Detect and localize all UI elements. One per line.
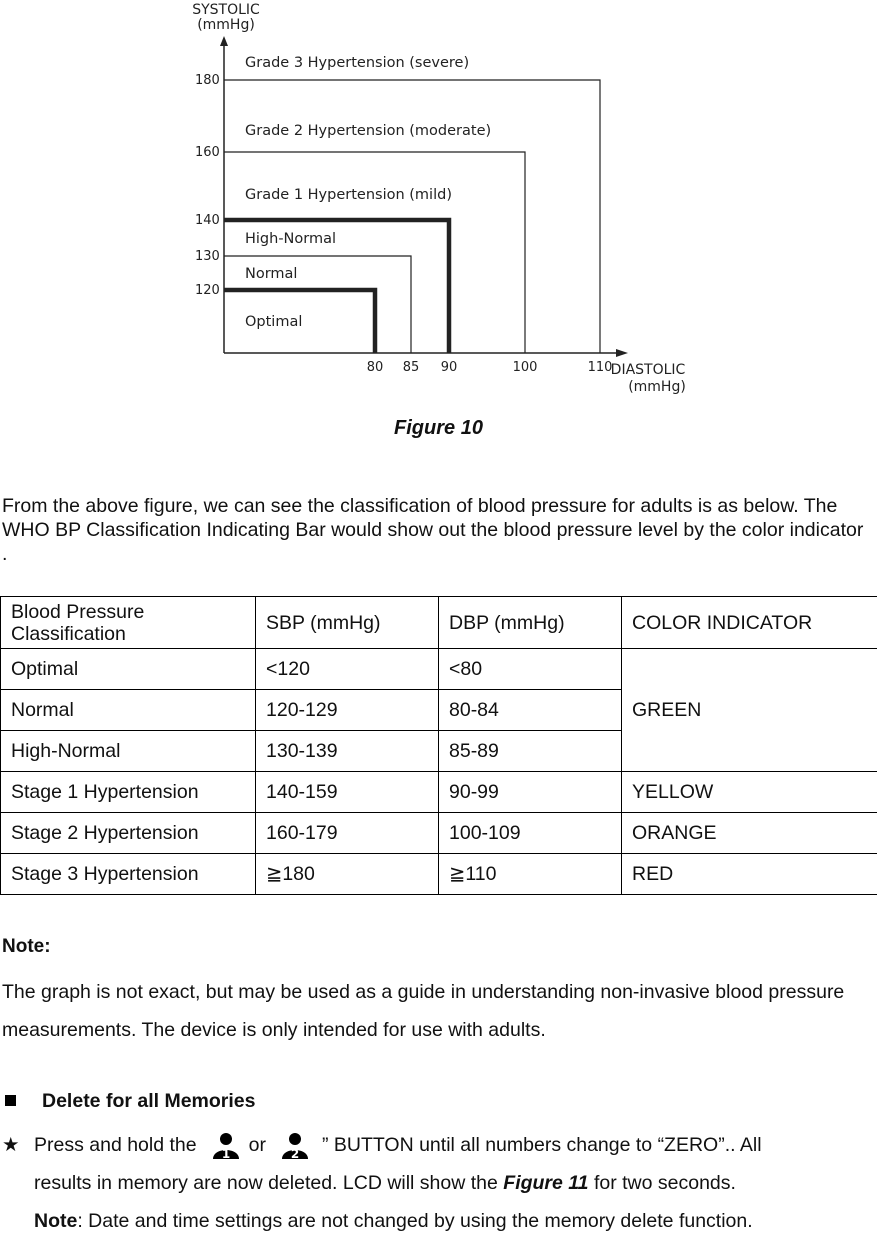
table-row bbox=[1, 854, 877, 895]
region-label: Grade 2 Hypertension (moderate) bbox=[245, 123, 491, 139]
table-cell: 140-159 bbox=[256, 772, 439, 813]
table-cell: ORANGE bbox=[622, 813, 877, 854]
region-label: Grade 1 Hypertension (mild) bbox=[245, 187, 452, 203]
user-1-icon bbox=[209, 1131, 243, 1161]
x-axis-label: DIASTOLIC bbox=[611, 362, 686, 378]
chart-regions bbox=[224, 55, 600, 353]
table-cell: 90-99 bbox=[439, 772, 622, 813]
table-cell: Optimal bbox=[1, 649, 256, 690]
x-axis-arrow bbox=[616, 349, 628, 357]
table-cell: 85-89 bbox=[439, 731, 622, 772]
step-line-1 bbox=[2, 1126, 877, 1164]
step-note-label: Note bbox=[34, 1210, 77, 1232]
table-cell: Stage 1 Hypertension bbox=[1, 772, 256, 813]
table-cell: ≧180 bbox=[256, 854, 439, 895]
y-axis-label: SYSTOLIC bbox=[192, 2, 260, 18]
table-cell: 100-109 bbox=[439, 813, 622, 854]
table-header-cell: COLOR INDICATOR bbox=[622, 597, 877, 649]
step-line2-a: results in memory are now deleted. LCD will show the bbox=[34, 1172, 498, 1194]
bp-classification-table bbox=[0, 596, 877, 895]
table-cell: High-Normal bbox=[1, 731, 256, 772]
x-tick-label: 80 bbox=[367, 360, 384, 375]
table-cell: <120 bbox=[256, 649, 439, 690]
step-or: or bbox=[249, 1134, 266, 1156]
region-label: Optimal bbox=[245, 314, 302, 330]
x-tick-label: 85 bbox=[403, 360, 420, 375]
y-tick-label: 120 bbox=[195, 283, 220, 298]
step-line-3 bbox=[2, 1202, 877, 1240]
region-label: Normal bbox=[245, 266, 297, 282]
step-line2-b: for two seconds. bbox=[594, 1172, 736, 1194]
x-tick-label: 100 bbox=[513, 360, 538, 375]
region-label: High-Normal bbox=[245, 231, 336, 247]
figure-caption: Figure 10 bbox=[0, 417, 877, 440]
region-boundary bbox=[224, 80, 600, 353]
table-cell: ≧110 bbox=[439, 854, 622, 895]
user-2-icon bbox=[278, 1131, 312, 1161]
y-tick-label: 140 bbox=[195, 213, 220, 228]
figure-11-ref: Figure 11 bbox=[503, 1172, 588, 1194]
table-row bbox=[1, 649, 877, 690]
y-axis-arrow bbox=[220, 36, 228, 46]
y-tick-label: 130 bbox=[195, 249, 220, 264]
table-cell: 130-139 bbox=[256, 731, 439, 772]
intro-paragraph: From the above figure, we can see the classification of blood pressure for adults is as below. The WHO BP Classification Indicating Bar would show out the blood pressure level by the color indicator . bbox=[2, 494, 872, 566]
table-cell: Normal bbox=[1, 690, 256, 731]
step-part2: ” BUTTON until all numbers change to “ZERO”.. All bbox=[322, 1134, 762, 1156]
step-note-text: : Date and time settings are not changed by using the memory delete function. bbox=[77, 1210, 752, 1232]
delete-step bbox=[2, 1126, 877, 1240]
y-tick-label: 160 bbox=[195, 145, 220, 160]
step-part1: Press and hold the bbox=[34, 1134, 197, 1156]
black-star-icon: ★ bbox=[2, 1126, 34, 1164]
x-tick-label: 110 bbox=[588, 360, 613, 375]
table-cell: 160-179 bbox=[256, 813, 439, 854]
y-tick-label: 180 bbox=[195, 73, 220, 88]
table-row bbox=[1, 813, 877, 854]
table-cell: Stage 3 Hypertension bbox=[1, 854, 256, 895]
delete-heading-text: Delete for all Memories bbox=[42, 1090, 256, 1112]
table-header-cell: Blood Pressure Classification bbox=[1, 597, 256, 649]
table-header-row bbox=[1, 597, 877, 649]
table-cell: <80 bbox=[439, 649, 622, 690]
table-cell: RED bbox=[622, 854, 877, 895]
table-header-cell: SBP (mmHg) bbox=[256, 597, 439, 649]
delete-memories-heading bbox=[2, 1090, 256, 1113]
note-heading: Note: bbox=[2, 936, 51, 958]
table-cell: 80-84 bbox=[439, 690, 622, 731]
y-axis-unit: (mmHg) bbox=[197, 17, 255, 33]
user-1-number: 1 bbox=[221, 1147, 229, 1161]
table-cell: Stage 2 Hypertension bbox=[1, 813, 256, 854]
table-cell: 120-129 bbox=[256, 690, 439, 731]
region-label: Grade 3 Hypertension (severe) bbox=[245, 55, 469, 71]
table-header-cell: DBP (mmHg) bbox=[439, 597, 622, 649]
table-row bbox=[1, 772, 877, 813]
note-text: The graph is not exact, but may be used as a guide in understanding non-invasive blood pressure measurements. The device is only intended for use with adults. bbox=[2, 973, 877, 1049]
step-line-2 bbox=[2, 1164, 877, 1202]
square-bullet-icon bbox=[5, 1095, 16, 1106]
bp-classification-chart bbox=[0, 0, 877, 410]
table-cell: YELLOW bbox=[622, 772, 877, 813]
user-2-number: 2 bbox=[291, 1147, 299, 1161]
table-cell-color-green: GREEN bbox=[622, 649, 877, 772]
x-axis-unit: (mmHg) bbox=[628, 379, 686, 395]
x-tick-label: 90 bbox=[441, 360, 458, 375]
